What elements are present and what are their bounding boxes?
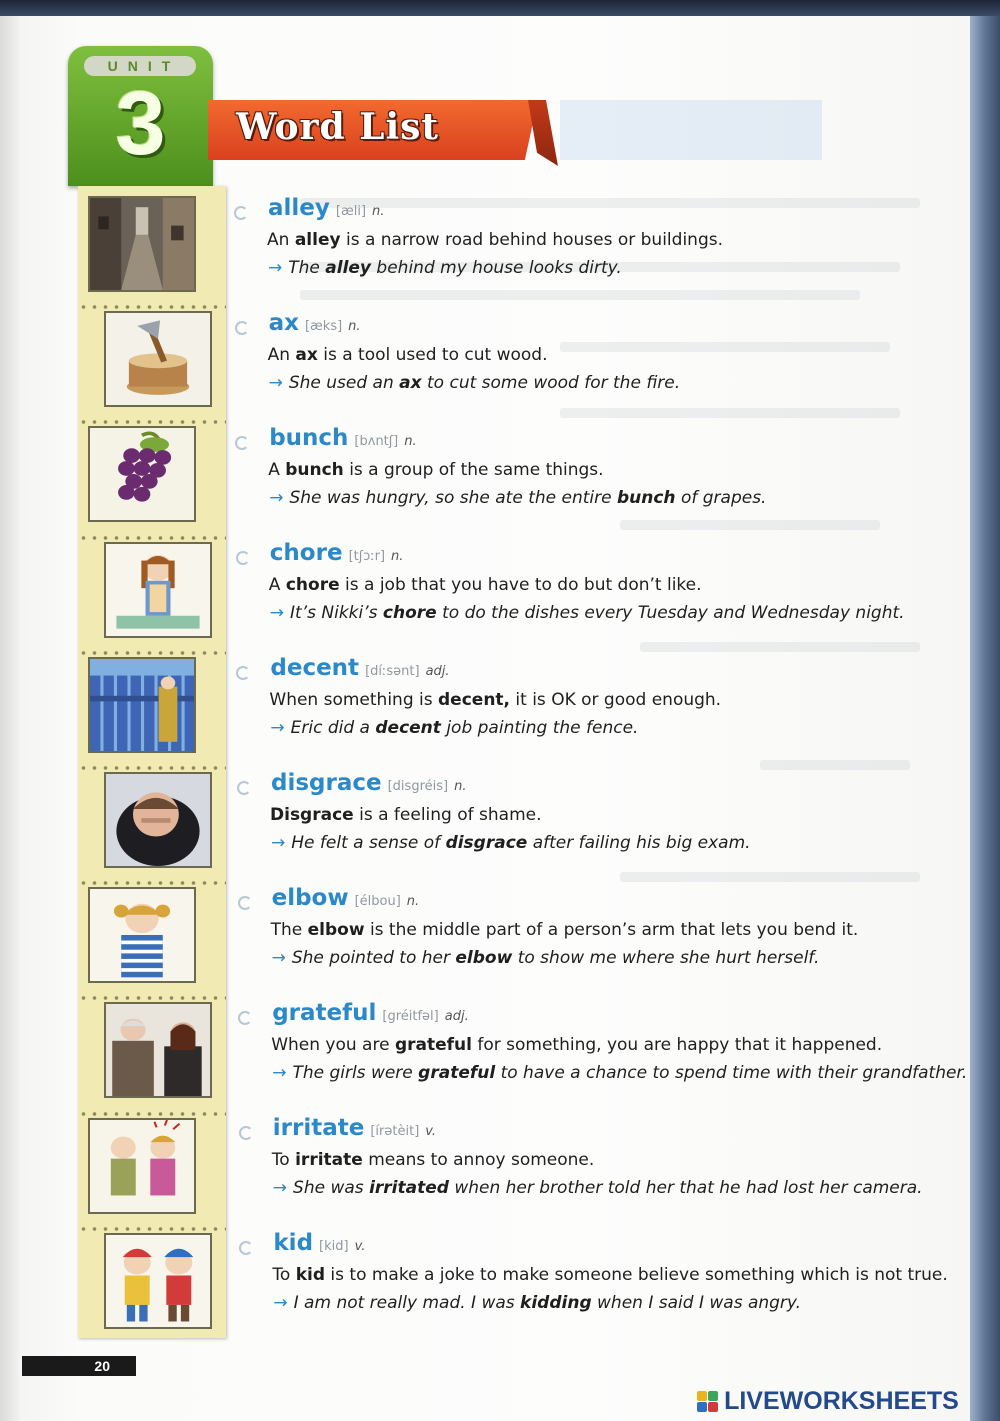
example-sentence [273,1293,801,1313]
text-run: An [267,345,296,365]
perforation-dots [78,764,226,772]
word-headline [271,770,466,796]
highlighted-word: chore [285,575,340,595]
text-run: to do the dishes every Tuesday and Wednesday night. [436,603,905,623]
word-headline [272,885,420,911]
phonetic-transcription: [æks] [304,319,343,334]
bleed-through-line [620,872,920,882]
highlighted-word: kid [295,1265,326,1285]
vocabulary-word: decent [270,655,360,681]
text-run: is a feeling of shame. [353,805,542,825]
perforation-dots [78,303,226,311]
perforation-dots [78,1110,226,1118]
bleed-through-line [560,342,890,352]
perforation-dots [78,418,226,426]
vocabulary-word: bunch [269,425,349,451]
definition [272,1150,595,1170]
part-of-speech: v. [354,1239,366,1254]
example-sentence [270,718,638,738]
text-run: to show me where she hurt herself. [512,948,820,968]
banner-ribbon-fold [528,100,558,166]
part-of-speech: n. [348,319,361,334]
highlighted-word: elbow [455,948,513,968]
text-run: Eric did a [290,718,376,738]
audio-icon[interactable] [238,1011,252,1025]
text-run: She was [293,1178,370,1198]
text-run: A [268,460,286,480]
word-headline [272,1000,469,1026]
text-run: is a job that you have to do but don’t like. [339,575,702,595]
text-run: job painting the fence. [440,718,639,738]
text-run: She used an [288,373,400,393]
part-of-speech: adj. [425,664,450,679]
word-headline [268,195,384,221]
example-sentence [269,373,681,393]
phonetic-transcription: [æli] [335,204,367,219]
example-sentence [269,488,766,508]
perforation-dots [78,994,226,1002]
audio-icon[interactable] [239,1126,253,1140]
text-run: An [267,230,295,250]
highlighted-word: bunch [285,460,344,480]
text-run: To [271,1150,296,1170]
highlighted-word: bunch [616,488,676,508]
page-number: 20 [10,1356,136,1376]
audio-icon[interactable] [235,321,249,335]
highlighted-word: decent, [438,690,511,710]
arrow-right-icon: → [269,603,285,623]
highlighted-word: ax [399,373,422,393]
text-run: I am not really mad. I was [293,1293,521,1313]
phonetic-transcription: [tʃɔːr] [348,549,386,564]
text-run: of grapes. [675,488,767,508]
highlighted-word: Disgrace [270,805,354,825]
bleed-through-line [560,408,900,418]
text-run: It’s Nikki’s [290,603,383,623]
vocabulary-word: irritate [272,1115,365,1141]
sad-boy-image-icon [104,772,212,868]
unit-badge [68,46,213,186]
text-run: A [268,575,286,595]
vocabulary-word: alley [268,195,330,221]
highlighted-word: chore [382,603,437,623]
highlighted-word: disgrace [445,833,528,853]
vocabulary-word: elbow [271,885,349,911]
arrow-right-icon: → [269,488,284,508]
brand-name: LIVEWORKSHEETS [724,1387,959,1415]
highlighted-word: irritated [369,1178,449,1198]
word-headline [269,425,416,451]
text-run: it is OK or good enough. [510,690,722,710]
example-sentence [270,603,905,623]
highlighted-word: elbow [307,920,365,940]
alley-image-icon [88,196,196,292]
text-run: is a narrow road behind houses or buildings. [340,230,723,250]
book-binding [970,0,1000,1421]
word-headline [269,310,361,336]
girl-dishes-image-icon [104,542,212,638]
example-sentence [268,258,622,278]
part-of-speech: n. [406,894,420,909]
example-sentence [271,833,751,853]
text-run: to have a chance to spend time with their grandfather. [495,1063,968,1083]
word-headline [270,540,404,566]
phonetic-transcription: [disgréis] [387,779,449,794]
text-run: behind my house looks dirty. [371,258,622,278]
definition [269,690,721,710]
text-run: She pointed to her [291,948,456,968]
text-run: is to make a joke to make someone believe something which is not true. [325,1265,948,1285]
part-of-speech: adj. [444,1009,469,1024]
audio-icon[interactable] [236,551,250,565]
highlighted-word: alley [325,258,372,278]
arrow-right-icon: → [272,1063,287,1083]
word-headline [270,655,449,681]
arrow-right-icon: → [271,833,286,853]
bleed-through-line [760,760,910,770]
highlighted-word: ax [295,345,318,365]
vocabulary-word: disgrace [271,770,382,796]
phonetic-transcription: [díːsənt] [365,664,420,679]
vocabulary-word: grateful [272,1000,377,1026]
text-run: after failing his big exam. [527,833,751,853]
definition [270,805,542,825]
phonetic-transcription: [bʌntʃ] [354,434,399,449]
highlighted-word: kidding [520,1293,592,1313]
perforation-dots [78,879,226,887]
arrow-right-icon: → [268,373,283,393]
phonetic-transcription: [gréitfəl] [382,1009,439,1024]
part-of-speech: n. [391,549,404,564]
vocabulary-word: chore [269,540,343,566]
definition [269,575,702,595]
text-run: for something, you are happy that it happened. [471,1035,883,1055]
grandfather-image-icon [104,1002,212,1098]
phonetic-transcription: [írətèit] [370,1124,420,1139]
liveworksheets-logo-icon [697,1391,719,1413]
audio-icon[interactable] [234,206,248,220]
definition [272,1265,947,1285]
text-run: is a tool used to cut wood. [317,345,548,365]
grapes-image-icon [88,426,196,522]
arrow-right-icon: → [272,1178,288,1198]
text-run: When something is [269,690,439,710]
highlighted-word: irritate [295,1150,363,1170]
word-headline [273,1115,436,1141]
vocabulary-word: kid [273,1230,314,1256]
part-of-speech: n. [454,779,467,794]
word-headline [273,1230,365,1256]
girl-elbow-image-icon [88,887,196,983]
text-run: The [270,920,308,940]
arrow-right-icon: → [271,948,286,968]
text-run: when her brother told her that he had lost her camera. [448,1178,923,1198]
arrow-right-icon: → [270,718,285,738]
liveworksheets-brand[interactable] [697,1387,959,1415]
text-run: To [272,1265,296,1285]
perforation-dots [78,1225,226,1233]
text-run: means to annoy someone. [362,1150,595,1170]
ax-image-icon [104,311,212,407]
highlighted-word: alley [294,230,341,250]
text-run: He felt a sense of [291,833,446,853]
bleed-through-banner [560,100,822,160]
picture-strip [78,186,226,1338]
scan-top-edge [0,0,1000,16]
highlighted-word: grateful [418,1063,496,1083]
text-run: The [288,258,326,278]
bleed-through-line [620,520,880,530]
unit-label: UNIT [84,56,196,76]
audio-icon[interactable] [236,666,250,680]
cartoon-kids-image-icon [104,1233,212,1329]
audio-icon[interactable] [237,781,251,795]
highlighted-word: decent [375,718,441,738]
highlighted-word: grateful [394,1035,472,1055]
definition [271,1035,882,1055]
text-run: She was hungry, so she ate the entire [289,488,617,508]
vocabulary-word: ax [268,310,299,336]
phonetic-transcription: [kid] [319,1239,349,1254]
text-run: is a group of the same things. [343,460,604,480]
audio-icon[interactable] [238,896,252,910]
perforation-dots [78,649,226,657]
part-of-speech: v. [425,1124,437,1139]
bleed-through-line [300,290,860,300]
arrow-right-icon: → [268,258,283,278]
page-title: Word List [236,106,440,148]
phonetic-transcription: [élbou] [354,894,401,909]
perforation-dots [78,534,226,542]
audio-icon[interactable] [235,436,249,450]
text-run: to cut some wood for the fire. [421,373,681,393]
text-run: The girls were [292,1063,419,1083]
text-run: When you are [271,1035,395,1055]
text-run: is the middle part of a person’s arm that lets you bend it. [364,920,859,940]
example-sentence [272,1063,967,1083]
definition [267,230,723,250]
unit-number: 3 [115,74,166,174]
part-of-speech: n. [404,434,417,449]
audio-icon[interactable] [239,1241,253,1255]
arrow-right-icon: → [273,1293,288,1313]
definition [271,920,859,940]
irritated-kids-image-icon [88,1118,196,1214]
example-sentence [272,948,820,968]
bleed-through-line [640,642,920,652]
text-run: when I said I was angry. [591,1293,802,1313]
fence-image-icon [88,657,196,753]
part-of-speech: n. [372,204,385,219]
definition [268,345,548,365]
bleed-through-line [300,198,920,208]
definition [268,460,603,480]
example-sentence [273,1178,923,1198]
